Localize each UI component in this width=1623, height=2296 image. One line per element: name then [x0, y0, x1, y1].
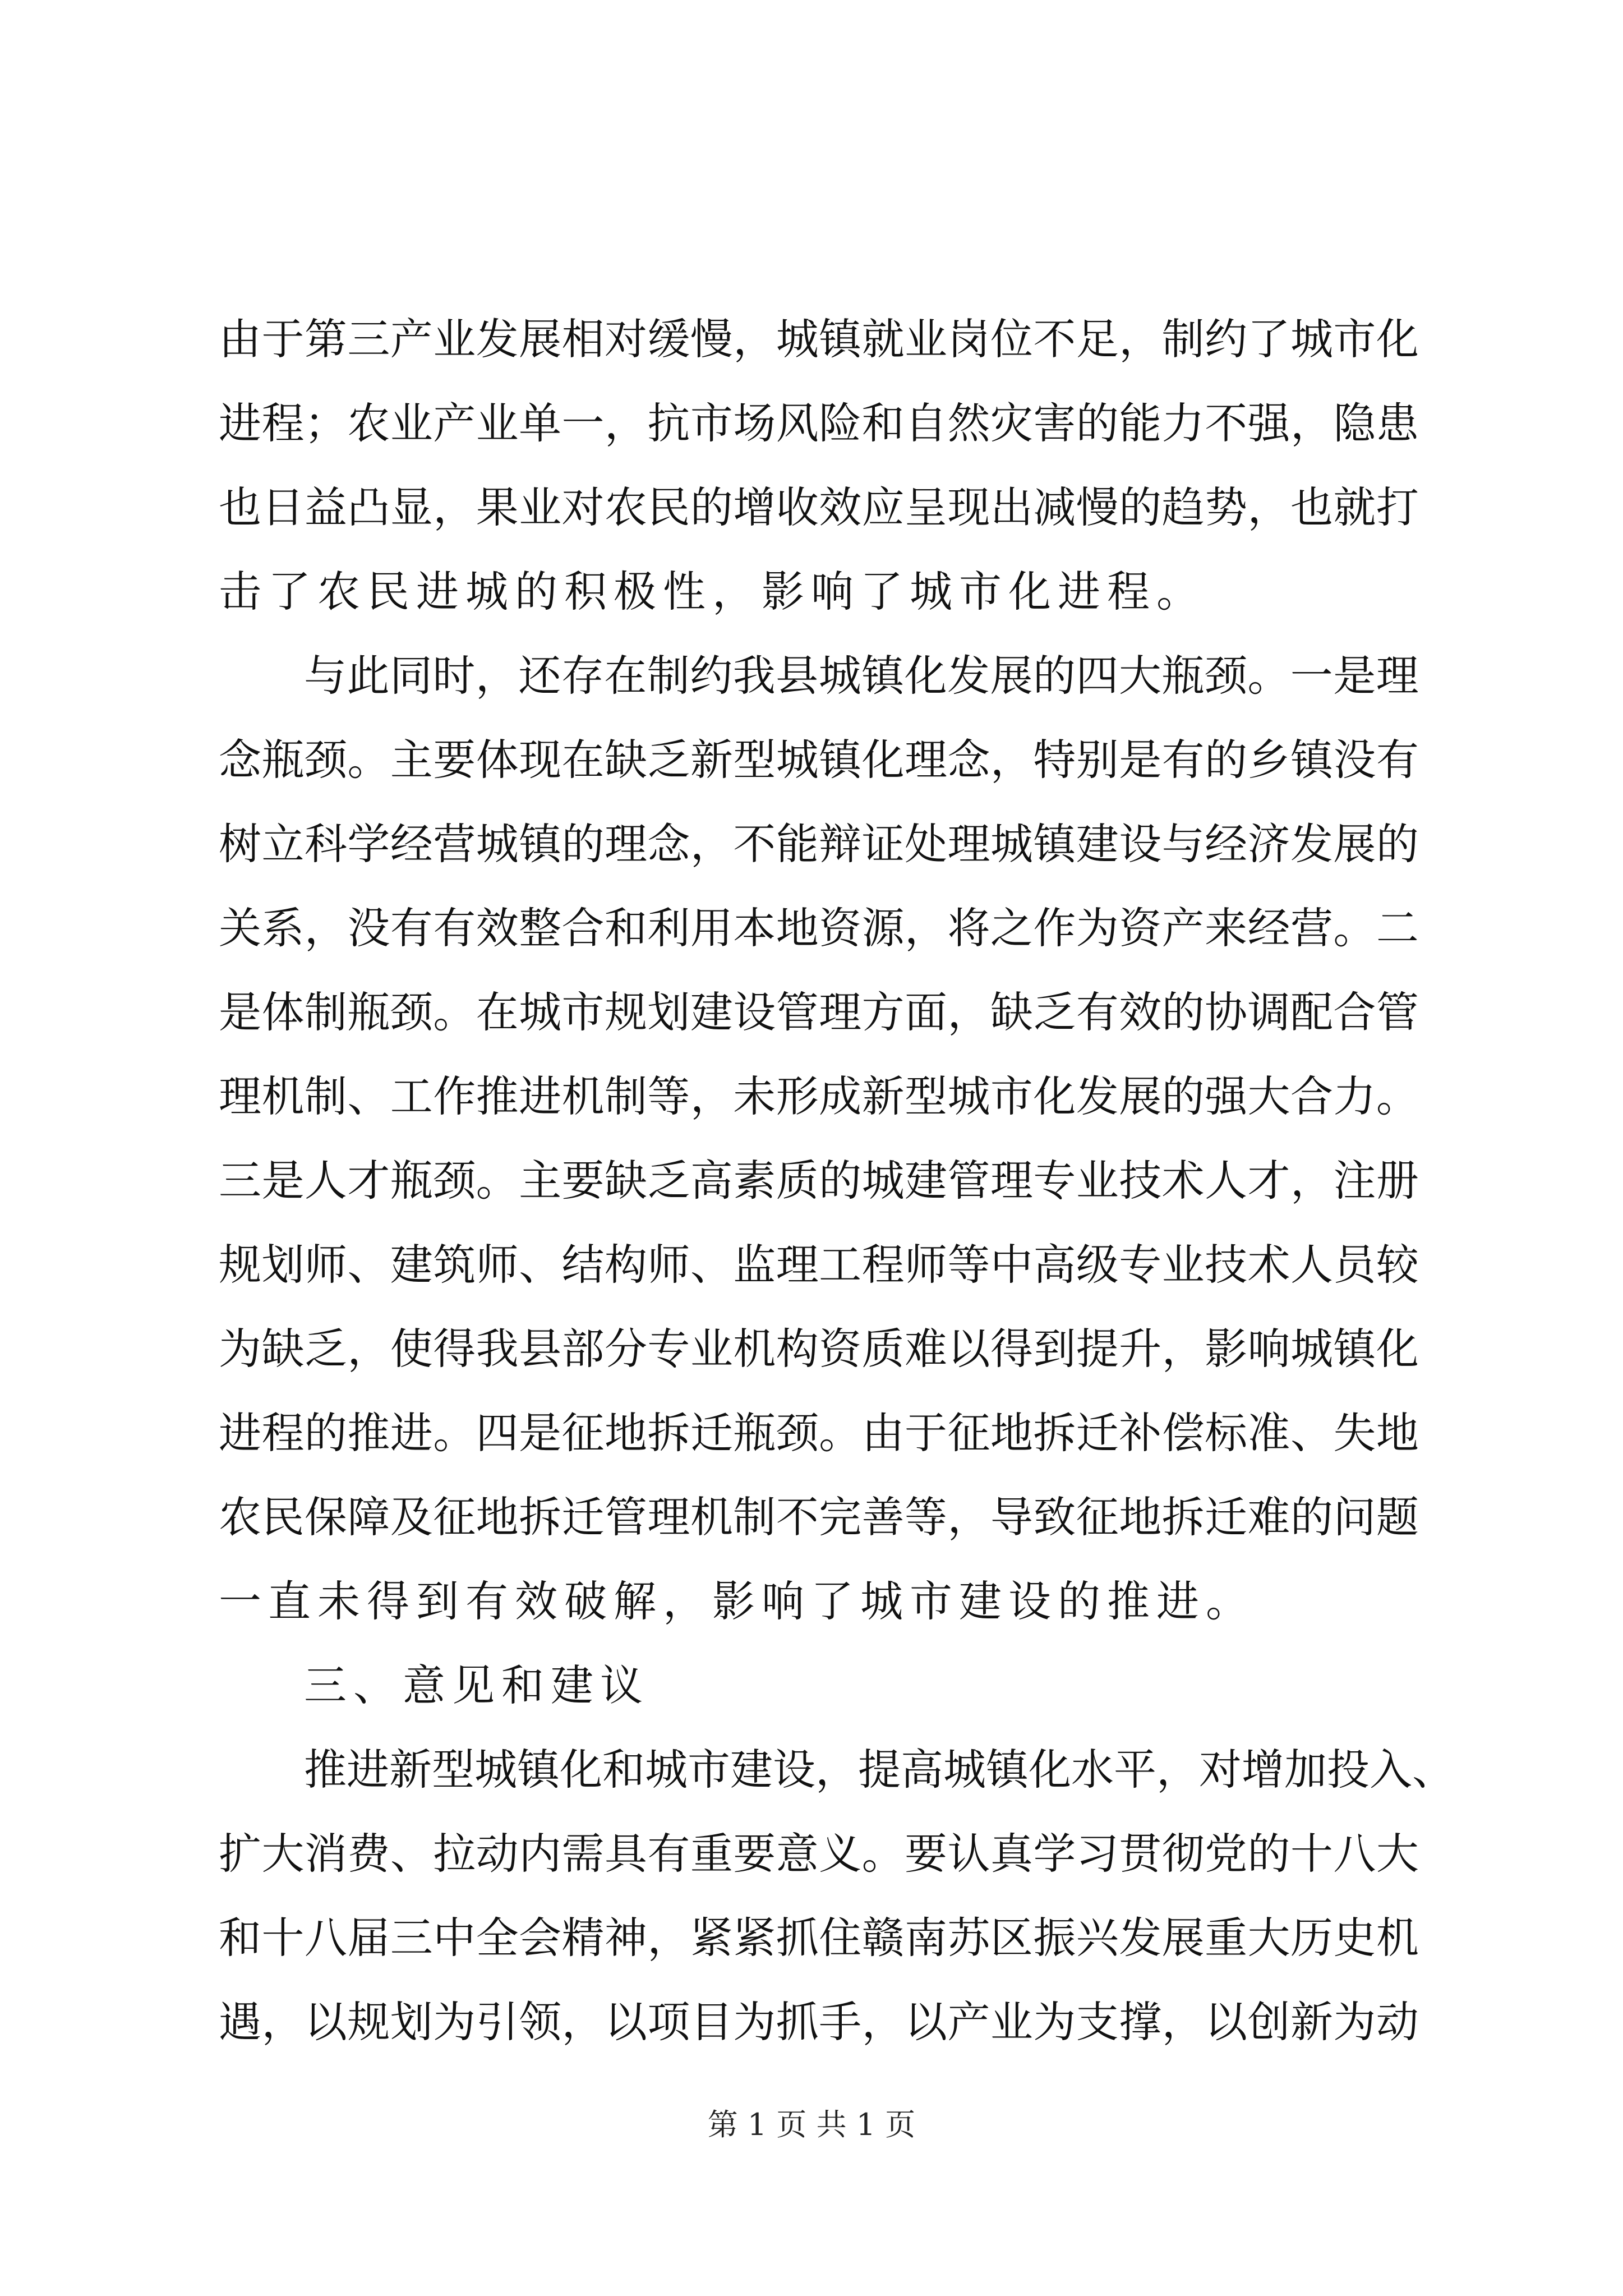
text-line: 三、意见和建议 — [304, 1660, 649, 1710]
text-line: 进 程 ； 农 业 产 业 单 一 ， 抗 市 场 风 险 和 自 然 灾 害 的 能 力 不 强 ， 隐 患 — [219, 398, 1419, 448]
text-line: 一直未得到有效破解，影响了城市建设的推进。 — [219, 1576, 1255, 1626]
text-line: 扩 大 消 费 、 拉 动 内 需 具 有 重 要 意 义 。 要 认 真 学 习 贯 彻 党 的 十 八 大 — [219, 1829, 1419, 1879]
text-line: 击了农民进城的积极性，影响了城市化进程。 — [219, 567, 1206, 616]
text-line: 理 机 制 、 工 作 推 进 机 制 等 ， 未 形 成 新 型 城 市 化 发 展 的 强 大 合 力 。 — [219, 1071, 1419, 1121]
text-line: 树 立 科 学 经 营 城 镇 的 理 念 ， 不 能 辩 证 处 理 城 镇 建 设 与 经 济 发 展 的 — [219, 819, 1419, 869]
text-line: 念 瓶 颈 。 主 要 体 现 在 缺 乏 新 型 城 镇 化 理 念 ， 特 别 是 有 的 乡 镇 没 有 — [219, 735, 1419, 785]
text-line: 为 缺 乏 ， 使 得 我 县 部 分 专 业 机 构 资 质 难 以 得 到 提 升 ， 影 响 城 镇 化 — [219, 1324, 1419, 1374]
text-line: 与 此 同 时 ， 还 存 在 制 约 我 县 城 镇 化 发 展 的 四 大 瓶 颈 。 一 是 理 — [304, 651, 1419, 701]
text-line: 三 是 人 才 瓶 颈 。 主 要 缺 乏 高 素 质 的 城 建 管 理 专 业 技 术 人 才 ， 注 册 — [219, 1156, 1419, 1205]
text-line: 和 十 八 届 三 中 全 会 精 神 ， 紧 紧 抓 住 赣 南 苏 区 振 兴 发 展 重 大 历 史 机 — [219, 1913, 1419, 1963]
text-line: 推 进 新 型 城 镇 化 和 城 市 建 设 ， 提 高 城 镇 化 水 平 ， 对 增 加 投 入 、 — [304, 1745, 1455, 1795]
document-body — [219, 297, 1455, 2064]
page-footer: 第 1 页 共 1 页 — [707, 2107, 916, 2142]
text-line: 由 于 第 三 产 业 发 展 相 对 缓 慢 ， 城 镇 就 业 岗 位 不 足 ， 制 约 了 城 市 化 — [219, 314, 1419, 364]
text-line: 农 民 保 障 及 征 地 拆 迁 管 理 机 制 不 完 善 等 ， 导 致 征 地 拆 迁 难 的 问 题 — [219, 1492, 1419, 1542]
text-line: 也 日 益 凸 显 ， 果 业 对 农 民 的 增 收 效 应 呈 现 出 减 慢 的 趋 势 ， 也 就 打 — [219, 482, 1419, 532]
text-line: 进 程 的 推 进 。 四 是 征 地 拆 迁 瓶 颈 。 由 于 征 地 拆 迁 补 偿 标 准 、 失 地 — [219, 1408, 1419, 1458]
text-line: 遇 ， 以 规 划 为 引 领 ， 以 项 目 为 抓 手 ， 以 产 业 为 支 撑 ， 以 创 新 为 动 — [219, 1997, 1419, 2047]
text-line: 规 划 师 、 建 筑 师 、 结 构 师 、 监 理 工 程 师 等 中 高 级 专 业 技 术 人 员 较 — [219, 1240, 1419, 1290]
text-line: 关 系 ， 没 有 有 效 整 合 和 利 用 本 地 资 源 ， 将 之 作 为 资 产 来 经 营 。 二 — [219, 903, 1419, 953]
text-line: 是 体 制 瓶 颈 。 在 城 市 规 划 建 设 管 理 方 面 ， 缺 乏 有 效 的 协 调 配 合 管 — [219, 987, 1419, 1037]
